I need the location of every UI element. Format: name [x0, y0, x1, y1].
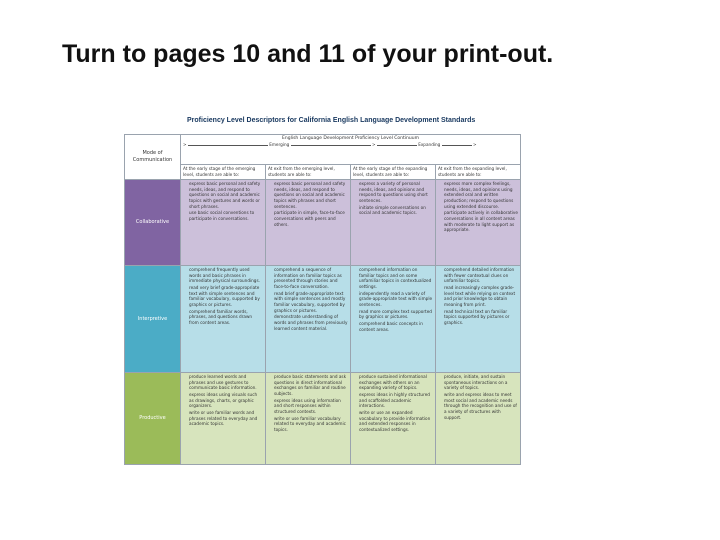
descriptor-bullet: • express ideas in highly structured and scaffolded academic interactions.: [359, 392, 433, 409]
descriptor-bullet: • express a variety of personal needs, ideas, and opinions and respond to questions using short sentences.: [359, 181, 433, 204]
descriptor-bullet: • demonstrate understanding of words and phrases from previously learned content material.: [274, 314, 348, 331]
descriptor-cell: [436, 266, 521, 373]
descriptor-cell: [351, 180, 436, 266]
descriptor-cell: [351, 373, 436, 465]
descriptor-bullet: • comprehend information on familiar topics and on some unfamiliar topics in contextualized settings.: [359, 267, 433, 290]
descriptor-bullet: • comprehend detailed information with fewer contextual clues on unfamiliar topics.: [444, 267, 518, 284]
continuum-bar: > Emerging > Expanding >: [183, 142, 477, 148]
slide-title: Turn to pages 10 and 11 of your print-out.: [62, 40, 554, 68]
mode-label: Interpretive: [125, 266, 181, 373]
descriptor-cell: [181, 373, 266, 465]
continuum-title: English Language Development Proficiency Level Continuum: [282, 136, 419, 141]
document-image: [124, 116, 520, 469]
descriptor-bullet: • express basic personal and safety needs, ideas, and respond to questions on social and academic topics with phrases and short sentences.: [274, 181, 348, 209]
descriptor-bullet: • comprehend frequently used words and basic phrases in immediate physical surroundings.: [189, 267, 263, 284]
continuum-expanding-label: Expanding: [418, 142, 441, 148]
descriptor-cell: [436, 373, 521, 465]
descriptor-bullet: • read more complex text supported by graphics or pictures.: [359, 309, 433, 320]
descriptor-bullet: • produce basic statements and ask questions in direct informational exchanges on familiar and routine subjects.: [274, 374, 348, 397]
document-title: Proficiency Level Descriptors for California English Language Development Standards: [187, 117, 476, 124]
descriptor-bullet: • comprehend familiar words, phrases, and questions drawn from content areas.: [189, 309, 263, 326]
descriptor-bullet: • produce learned words and phrases and use gestures to communicate basic information.: [189, 374, 263, 391]
descriptor-bullet: • initiate simple conversations on social and academic topics.: [359, 205, 433, 216]
mode-label: Collaborative: [125, 180, 181, 266]
descriptor-cell: [266, 180, 351, 266]
descriptor-bullet: • write and express ideas to meet most social and academic needs through the recognition and use of a variety of structures with support.: [444, 392, 518, 420]
descriptor-cell: [266, 266, 351, 373]
descriptor-bullet: • use basic social conventions to participate in conversations.: [189, 210, 263, 221]
descriptor-bullet: • produce, initiate, and sustain spontaneous interactions on a variety of topics.: [444, 374, 518, 391]
descriptor-bullet: • independently read a variety of grade-appropriate text with simple sentences.: [359, 291, 433, 308]
descriptor-bullet: • write or use familiar vocabulary related to everyday and academic topics.: [274, 416, 348, 433]
level-header-1: At the early stage of the emerging level, students are able to:: [181, 165, 266, 180]
descriptor-bullet: • participate in simple, face-to-face conversations with peers and others.: [274, 210, 348, 227]
mode-label: Productive: [125, 373, 181, 465]
descriptor-cell: [351, 266, 436, 373]
descriptor-bullet: • write or use familiar words and phrases related to everyday and academic topics.: [189, 410, 263, 427]
level-header-2: At exit from the emerging level, students are able to:: [266, 165, 351, 180]
descriptor-cell: [181, 180, 266, 266]
descriptor-bullet: • express ideas using visuals such as drawings, charts, or graphic organizers.: [189, 392, 263, 409]
descriptor-bullet: • read increasingly complex grade-level text while relying on context and prior knowledge to obtain meaning from print.: [444, 285, 518, 308]
descriptor-bullet: • produce sustained informational exchanges with others on an expanding variety of topics.: [359, 374, 433, 391]
mode-row-collaborative: [125, 180, 521, 266]
level-header-4: At exit from the expanding level, students are able to:: [436, 165, 521, 180]
descriptor-bullet: • read very brief grade-appropriate text with simple sentences and familiar vocabulary, supported by graphics or pictures.: [189, 285, 263, 308]
descriptor-bullet: • read brief grade-appropriate text with simple sentences and mostly familiar vocabulary, supported by graphics or pictures.: [274, 291, 348, 314]
descriptor-bullet: • participate actively in collaborative conversations in all content areas with moderate to light support as appropriate.: [444, 210, 518, 233]
descriptor-bullet: • comprehend a sequence of information on familiar topics as presented through stories and face-to-face conversation.: [274, 267, 348, 290]
continuum-arrow-right: >: [473, 142, 477, 148]
descriptor-cell: [181, 266, 266, 373]
descriptor-cell: [266, 373, 351, 465]
mode-row-productive: [125, 373, 521, 465]
mode-header: Mode of Communication: [125, 135, 181, 180]
mode-row-interpretive: [125, 266, 521, 373]
continuum-arrow-left: >: [183, 142, 187, 148]
descriptor-bullet: • read technical text on familiar topics supported by pictures or graphics.: [444, 309, 518, 326]
descriptor-table: [124, 134, 521, 465]
descriptor-bullet: • express basic personal and safety needs, ideas, and respond to questions on social and academic topics with gestures and words or short phrases.: [189, 181, 263, 209]
continuum-header: [181, 135, 521, 165]
descriptor-bullet: • write or use an expanded vocabulary to provide information and extended responses in contextualized settings.: [359, 410, 433, 433]
descriptor-bullet: • express ideas using information and short responses within structured contexts.: [274, 398, 348, 415]
descriptor-bullet: • comprehend basic concepts in content areas.: [359, 321, 433, 332]
level-header-3: At the early stage of the expanding level, students are able to:: [351, 165, 436, 180]
descriptor-cell: [436, 180, 521, 266]
continuum-emerging-label: Emerging: [269, 142, 290, 148]
descriptor-bullet: • express more complex feelings, needs, ideas, and opinions using extended oral and written production; respond to questions using extended discourse.: [444, 181, 518, 209]
